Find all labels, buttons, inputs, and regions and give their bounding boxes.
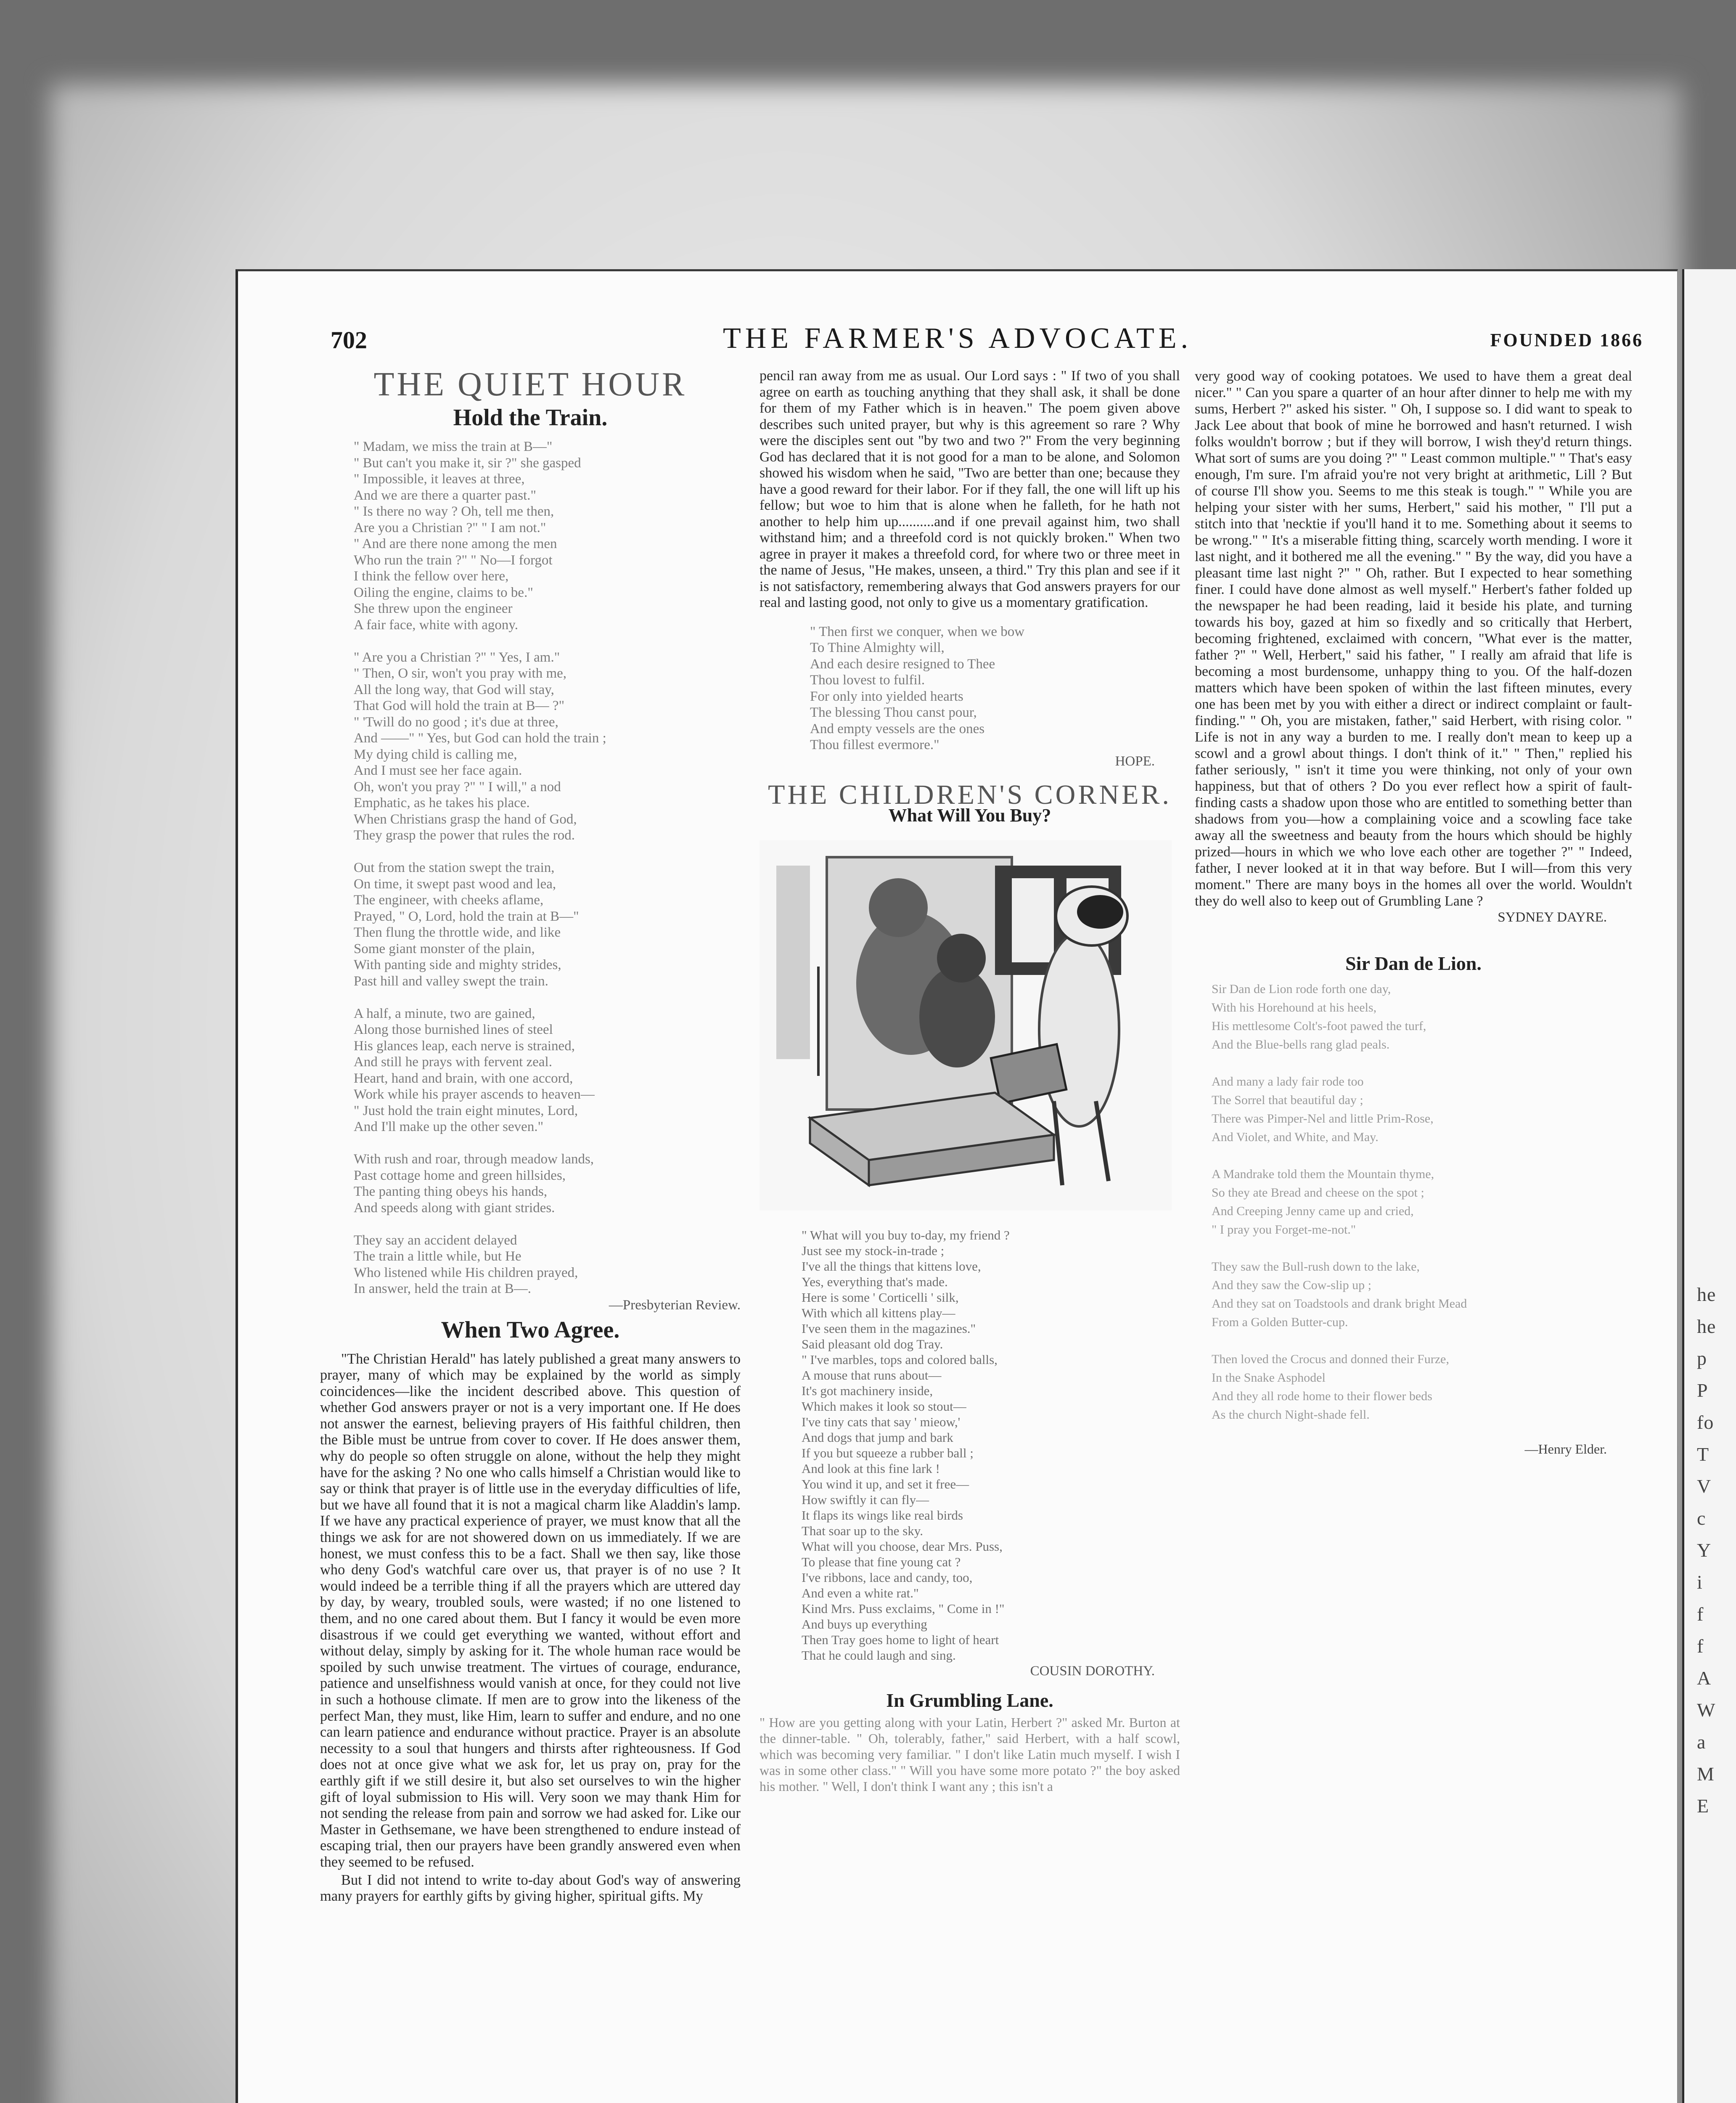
- poem-line: [1212, 1332, 1632, 1350]
- poem-line: " And are there none among the men: [354, 536, 557, 551]
- poem-line: Prayed, " O, Lord, hold the train at B—": [354, 908, 579, 924]
- poem-line: On time, it swept past wood and lea,: [354, 876, 556, 892]
- what-will-you-buy-title: What Will You Buy?: [888, 805, 1051, 826]
- poem-line: And speeds along with giant strides.: [354, 1200, 555, 1216]
- poem-line: Kind Mrs. Puss exclaims, " Come in !": [802, 1601, 1005, 1616]
- poem-line: It flaps its wings like real birds: [802, 1507, 963, 1523]
- dog-and-kittens-illustration: [760, 840, 1172, 1210]
- sir-dan-de-lion-poem: [1195, 980, 1632, 1424]
- poem-line: A fair face, white with agony.: [354, 617, 518, 633]
- henry-elder-signature: —Henry Elder.: [1524, 1441, 1607, 1457]
- poem-line: And empty vessels are the ones: [810, 721, 985, 736]
- edge-fragment: i: [1697, 1571, 1703, 1593]
- poem-line: [1212, 1147, 1632, 1165]
- edge-fragment: p: [1697, 1348, 1707, 1369]
- poem-line: That God will hold the train at B— ?": [354, 698, 565, 713]
- poem-line: Who listened while His children prayed,: [354, 1265, 578, 1280]
- when-two-agree-title: When Two Agree.: [441, 1316, 620, 1343]
- poem-line: With rush and roar, through meadow lands,: [354, 1152, 594, 1167]
- edge-fragment: T: [1697, 1443, 1710, 1465]
- paragraph: "The Christian Herald" has lately published a great many answers to prayer, many of which may be explained by the world as simply coincidences—like the incident described above. This question of whether God answers prayer or not is a very important one. If He does not answer the earnest, believing prayers of His faithful children, then the Bible must be untrue from cover to cover. If He does answer them, why do people so often struggle on alone, without the help they might have for the asking ? No one who calls himself a Christian would like to say or think that prayer is of little use in the everyday difficulties of life, but we have all found that it is not a magical charm like Aladdin's lamp. If we have any practical experience of prayer, we must know that all the things we ask for are not showered down on us immediately. If we are honest, we must confess this to be a fact. Shall we then say, like those who deny God's watchful care over us, that prayer is of no use ? It would indeed be a terrible thing if all the prayers which are uttered day by day, by weary, troubled souls, were wasted; if no one listened to them, and no one cared about them. But I fancy it would be even more disastrous if we could get everything we wanted, without effort and without delay, simply by asking for it. The whole human race would be spoiled by such unwise treatment. The virtues of courage, endurance, patience and unselfishness would vanish at once, for they could not live in such a hothouse climate. If men are to grow into the likeness of the perfect Man, they must, like Him, learn to suffer and endure, and no one can learn patience and endurance without practice. Prayer is an absolute necessity to a soul that hungers and thirsts after righteousness. If God does not at once give what we ask for, let us pray on, pray for the earthly gift if we still desire it, but also set ourselves to win the higher gift of loyal submission to His will. Very soon we may thank Him for not sending the release from pain and sorrow we had asked for. Like our Master in Gethsemane, we have been strengthened to endure instead of escaping trial, then our prayers have been grandly answered even when they seemed to be refused.: [320, 1351, 741, 1870]
- poem-line: " Madam, we miss the train at B—": [354, 439, 553, 454]
- poem-line: And Creeping Jenny came up and cried,: [1212, 1204, 1414, 1218]
- childrens-corner-heading: THE CHILDREN'S CORNER.: [768, 779, 1172, 810]
- poem-line: [354, 633, 757, 649]
- poem-line: The train a little while, but He: [354, 1249, 521, 1264]
- poem-line: Yes, everything that's made.: [802, 1274, 948, 1289]
- poem-line: With which all kittens play—: [802, 1305, 955, 1320]
- poem-line: And they sat on Toadstools and drank bright Mead: [1212, 1297, 1467, 1311]
- poem-line: " I've marbles, tops and colored balls,: [802, 1352, 998, 1367]
- poem-line: The panting thing obeys his hands,: [354, 1184, 548, 1199]
- poem-line: They saw the Bull-rush down to the lake,: [1212, 1260, 1420, 1274]
- poem-line: " Then first we conquer, when we bow: [810, 624, 1025, 639]
- sir-dan-de-lion-title: Sir Dan de Lion.: [1345, 953, 1482, 974]
- poem-line: The blessing Thou canst pour,: [810, 705, 977, 720]
- poem-line: Then loved the Crocus and donned their Furze,: [1212, 1352, 1449, 1366]
- poem-line: The engineer, with cheeks aflame,: [354, 893, 544, 908]
- poem-line: I think the fellow over here,: [354, 569, 509, 584]
- conquer-poem: [760, 624, 1180, 753]
- poem-line: " 'Twill do no good ; it's due at three,: [354, 714, 558, 730]
- adjacent-page-edge: [1682, 269, 1736, 2103]
- poem-line: I've ribbons, lace and candy, too,: [802, 1570, 973, 1585]
- poem-line: Past cottage home and green hillsides,: [354, 1168, 566, 1183]
- poem-line: Just see my stock-in-trade ;: [802, 1243, 945, 1258]
- poem-line: And I'll make up the other seven.": [354, 1119, 544, 1134]
- poem-line: That soar up to the sky.: [802, 1523, 923, 1538]
- edge-fragment: c: [1697, 1507, 1706, 1529]
- edge-fragment: a: [1697, 1731, 1706, 1753]
- poem-line: Heart, hand and brain, with one accord,: [354, 1070, 573, 1086]
- founded-label: FOUNDED 1866: [1490, 330, 1643, 350]
- poem-line: To please that fine young cat ?: [802, 1554, 961, 1569]
- newspaper-page: [236, 269, 1678, 2103]
- poem-line: A mouse that runs about—: [802, 1367, 942, 1383]
- poem-line: And they saw the Cow-slip up ;: [1212, 1278, 1371, 1292]
- page-number: 702: [331, 326, 367, 354]
- poem-line: And buys up everything: [802, 1616, 927, 1632]
- poem-line: And look at this fine lark !: [802, 1461, 940, 1476]
- poem-line: " But can't you make it, sir ?" she gasped: [354, 455, 581, 471]
- poem-line: Then flung the throttle wide, and like: [354, 925, 561, 940]
- edge-fragment: he: [1697, 1316, 1716, 1337]
- edge-fragment: Y: [1697, 1539, 1712, 1561]
- edge-fragment: W: [1697, 1699, 1716, 1721]
- poem-line: With his Horehound at his heels,: [1212, 1001, 1377, 1014]
- poem-line: And they all rode home to their flower beds: [1212, 1389, 1432, 1403]
- poem-line: And dogs that jump and bark: [802, 1430, 953, 1445]
- sydney-dayre-signature: SYDNEY DAYRE.: [1498, 910, 1607, 925]
- poem1-source: —Presbyterian Review.: [609, 1297, 741, 1313]
- poem-line: " Are you a Christian ?" " Yes, I am.": [354, 649, 560, 665]
- poem-line: Work while his prayer ascends to heaven—: [354, 1087, 595, 1102]
- poem-line: [354, 844, 757, 860]
- poem-line: His mettlesome Colt's-foot pawed the turf,: [1212, 1019, 1426, 1033]
- poem-line: It's got machinery inside,: [802, 1383, 933, 1398]
- poem-line: " I pray you Forget-me-not.": [1212, 1223, 1356, 1237]
- poem-line: Thou fillest evermore.": [810, 737, 939, 752]
- poem-line: [354, 1135, 757, 1152]
- poem-line: You wind it up, and set it free—: [802, 1476, 969, 1491]
- poem-line: In the Snake Asphodel: [1212, 1371, 1326, 1385]
- poem-line: Out from the station swept the train,: [354, 860, 555, 875]
- poem-line: Oh, won't you pray ?" " I will," a nod: [354, 779, 561, 795]
- poem-line: Then Tray goes home to light of heart: [802, 1632, 999, 1647]
- hold-the-train-poem: [320, 439, 757, 1297]
- prayer-text-continued: pencil ran away from me as usual. Our Lord says : " If two of you shall agree on earth as touching anything that they shall ask, it shall be done for them of my Father which is in heaven." The poem given above describes such united prayer, but why is this agreement so rare ? Why were the disciples sent out "by two and two ?" From the very beginning God has declared that it is not good for a man to be alone, and Solomon showed his wisdom when he said, "Two are better than one; because they have a good reward for their labor. For if they fall, the one will lift up his fellow; but woe to him that is alone when he falleth, for he hath not another to help him up..........and if one prevail against him, two shall withstand him; and a threefold cord is not quickly broken." When two agree in prayer it makes a threefold cord, for where two or three meet in the name of Jesus, "He makes, unseen, a third." Try this plan and see if it is not satisfactory, remembering always that God answers prayers for our real and lasting good, not only to give us a momentary gratification.: [760, 368, 1180, 610]
- poem-line: I've all the things that kittens love,: [802, 1258, 981, 1274]
- poem-line: " Then, O sir, won't you pray with me,: [354, 666, 567, 681]
- edge-fragment: E: [1697, 1795, 1710, 1817]
- poem-line: Some giant monster of the plain,: [354, 941, 535, 956]
- poem-line: Are you a Christian ?" " I am not.": [354, 520, 546, 535]
- edge-fragment: P: [1697, 1380, 1708, 1401]
- poem-line: In answer, held the train at B—.: [354, 1281, 532, 1296]
- column-2: [760, 368, 1180, 1794]
- edge-fragment: A: [1697, 1667, 1712, 1689]
- poem-line: So they ate Bread and cheese on the spot ;: [1212, 1186, 1424, 1200]
- poem-line: Sir Dan de Lion rode forth one day,: [1212, 982, 1391, 996]
- quiet-hour-heading: THE QUIET HOUR: [373, 366, 687, 403]
- poem-line: I've tiny cats that say ' mieow,': [802, 1414, 961, 1429]
- edge-fragment: fo: [1697, 1412, 1714, 1433]
- poem-line: Which makes it look so stout—: [802, 1398, 966, 1414]
- poem-line: What will you choose, dear Mrs. Puss,: [802, 1539, 1003, 1554]
- what-will-you-buy-poem: [760, 1227, 1180, 1663]
- poem-line: My dying child is calling me,: [354, 747, 517, 762]
- poem-line: [1212, 1054, 1632, 1073]
- poem-line: [354, 1216, 757, 1232]
- poem-line: She threw upon the engineer: [354, 601, 513, 616]
- poem-line: How swiftly it can fly—: [802, 1492, 929, 1507]
- poem-line: Along those burnished lines of steel: [354, 1022, 553, 1037]
- poem-line: They say an accident delayed: [354, 1232, 517, 1248]
- paragraph: But I did not intend to write to-day about God's way of answering many prayers for earthly gifts by giving higher, spiritual gifts. My: [320, 1872, 741, 1904]
- poem-line: When Christians grasp the hand of God,: [354, 811, 577, 827]
- poem-line: And still he prays with fervent zeal.: [354, 1054, 552, 1070]
- poem-line: The Sorrel that beautiful day ;: [1212, 1093, 1363, 1107]
- edge-fragment: he: [1697, 1284, 1716, 1305]
- poem-line: A half, a minute, two are gained,: [354, 1006, 535, 1021]
- poem-line: To Thine Almighty will,: [810, 640, 945, 655]
- poem-line: And even a white rat.": [802, 1585, 919, 1600]
- poem-line: For only into yielded hearts: [810, 689, 963, 704]
- page-header: [238, 322, 1677, 364]
- poem-line: Who run the train ?" " No—I forgot: [354, 552, 553, 568]
- poem-line: " Just hold the train eight minutes, Lord,: [354, 1103, 578, 1118]
- grumbling-lane-title: In Grumbling Lane.: [886, 1689, 1053, 1711]
- poem-line: And Violet, and White, and May.: [1212, 1130, 1379, 1144]
- poem-line: " Impossible, it leaves at three,: [354, 471, 525, 487]
- poem-line: They grasp the power that rules the rod.: [354, 828, 575, 843]
- poem-line: Past hill and valley swept the train.: [354, 973, 548, 989]
- poem-line: [1212, 1239, 1632, 1258]
- grumbling-lane-text-continued: very good way of cooking potatoes. We used to have them a great deal nicer." " Can you spare a quarter of an hour after dinner to help me with my sums, Herbert ?" asked his sister. " Oh, I suppose so. I did want to speak to Jack Lee about that book of mine he borrowed and hasn't returned. I wish folks wouldn't borrow ; but if they will borrow, I wish they'd return things. What sort of sums are you doing ?" " Least common multiple." " That's easy enough, I'm sure. I'm afraid you're not very bright at arithmetic, Lill ? But of course I'll show you. Seems to me this steak is tough." " While you are helping your sister with her sums, Herbert," said his mother, " I'll put a stitch into that 'necktie if you'll hand it to me. Something about it seems to be wrong." " It's a miserable fitting thing, scarcely worth mending. I wore it last night, and it bothered me all the evening." " By the way, did you have a pleasant time last night ?" " Oh, rather. But I expected to hear something finer. I could have done almost as well myself." Herbert's father folded up the newspaper he had been reading, laid it beside his plate, and turning towards his boy, gazed at him so fixedly and so critically that Herbert, becoming frightened, exclaimed with concern, "What ever is the matter, father ?" " Well, Herbert," said his father, " I really am afraid that life is becoming a most burdensome, unhappy thing to you. Of the half-dozen matters which have been spoken of within the last fifteen minutes, every one has been met by you with either a direct or indirect complaint or fault-finding." " Oh, you are mistaken, father," said Herbert, with rising color. " Life is not in any way a burden to me. I really don't mean to keep up a scowl and a growl about things. I don't think of it." " Then," replied his father seriously, " isn't it time you were thinking, not only of your own happiness, but that of others ? Do you ever reflect how a spirit of fault-finding casts a shadow upon those who are entitled to something better than shadows from you—how a complaining voice and a scowling face take away all the sweetness and beauty from the hours which should be highly prized—hours in which we who love each other are together ?" " Indeed, father, I never looked at it in that way before. But I will—from this very moment." There are many boys in the homes all over the world. Wouldn't they do well also to keep out of Grumbling Lane ?: [1195, 368, 1632, 909]
- cousin-dorothy-signature: COUSIN DOROTHY.: [1030, 1663, 1155, 1679]
- poem-line: And many a lady fair rode too: [1212, 1075, 1364, 1089]
- poem-line: All the long way, that God will stay,: [354, 682, 554, 697]
- grumbling-lane-text-start: " How are you getting along with your Latin, Herbert ?" asked Mr. Burton at the dinner-table. " Oh, tolerably, father," said Herbert, with a half scowl, which was becoming very familiar. " I don't like Latin much myself. I wish I was in some other class." " Will you have some more potato ?" the boy asked his mother. " Well, I don't think I want any ; this isn't a: [760, 1714, 1180, 1794]
- masthead-title: THE FARMER'S ADVOCATE.: [722, 322, 1193, 355]
- column-3: [1195, 368, 1632, 1457]
- edge-fragment: M: [1697, 1763, 1715, 1785]
- poem-line: " Is there no way ? Oh, tell me then,: [354, 504, 554, 519]
- poem-line: Emphatic, as he takes his place.: [354, 795, 530, 810]
- shop-scene-illustration: [760, 840, 1172, 1210]
- poem-line: And the Blue-bells rang glad peals.: [1212, 1038, 1390, 1052]
- edge-fragment: V: [1697, 1475, 1712, 1497]
- poem-line: " What will you buy to-day, my friend ?: [802, 1227, 1010, 1242]
- poem-line: And each desire resigned to Thee: [810, 656, 995, 672]
- poem-line: And we are there a quarter past.": [354, 487, 537, 503]
- poem-line: A Mandrake told them the Mountain thyme,: [1212, 1167, 1434, 1181]
- poem-line: With panting side and mighty strides,: [354, 957, 561, 972]
- poem-line: And ——" " Yes, but God can hold the train ;: [354, 731, 606, 746]
- hold-the-train-title: Hold the Train.: [453, 405, 608, 431]
- poem-line: His glances leap, each nerve is strained,: [354, 1038, 575, 1054]
- poem-line: From a Golden Butter-cup.: [1212, 1315, 1348, 1329]
- poem-line: That he could laugh and sing.: [802, 1647, 956, 1663]
- adjacent-page-fragments: [1684, 269, 1736, 1822]
- poem-line: Oiling the engine, claims to be.": [354, 585, 533, 600]
- when-two-agree-text: [320, 1351, 741, 1904]
- poem-line: And I must see her face again.: [354, 763, 522, 778]
- poem-line: If you but squeeze a rubber ball ;: [802, 1445, 974, 1460]
- poem-line: As the church Night-shade fell.: [1212, 1408, 1370, 1422]
- poem-line: There was Pimper-Nel and little Prim-Rose,: [1212, 1112, 1434, 1126]
- edge-fragment: f: [1697, 1603, 1704, 1625]
- poem-line: I've seen them in the magazines.": [802, 1321, 976, 1336]
- poem-line: [354, 989, 757, 1006]
- edge-fragment: f: [1697, 1635, 1704, 1657]
- poem-line: Thou lovest to fulfil.: [810, 673, 925, 688]
- hope-signature: HOPE.: [1115, 753, 1155, 769]
- poem-line: Said pleasant old dog Tray.: [802, 1336, 943, 1351]
- poem-line: Here is some ' Corticelli ' silk,: [802, 1290, 959, 1305]
